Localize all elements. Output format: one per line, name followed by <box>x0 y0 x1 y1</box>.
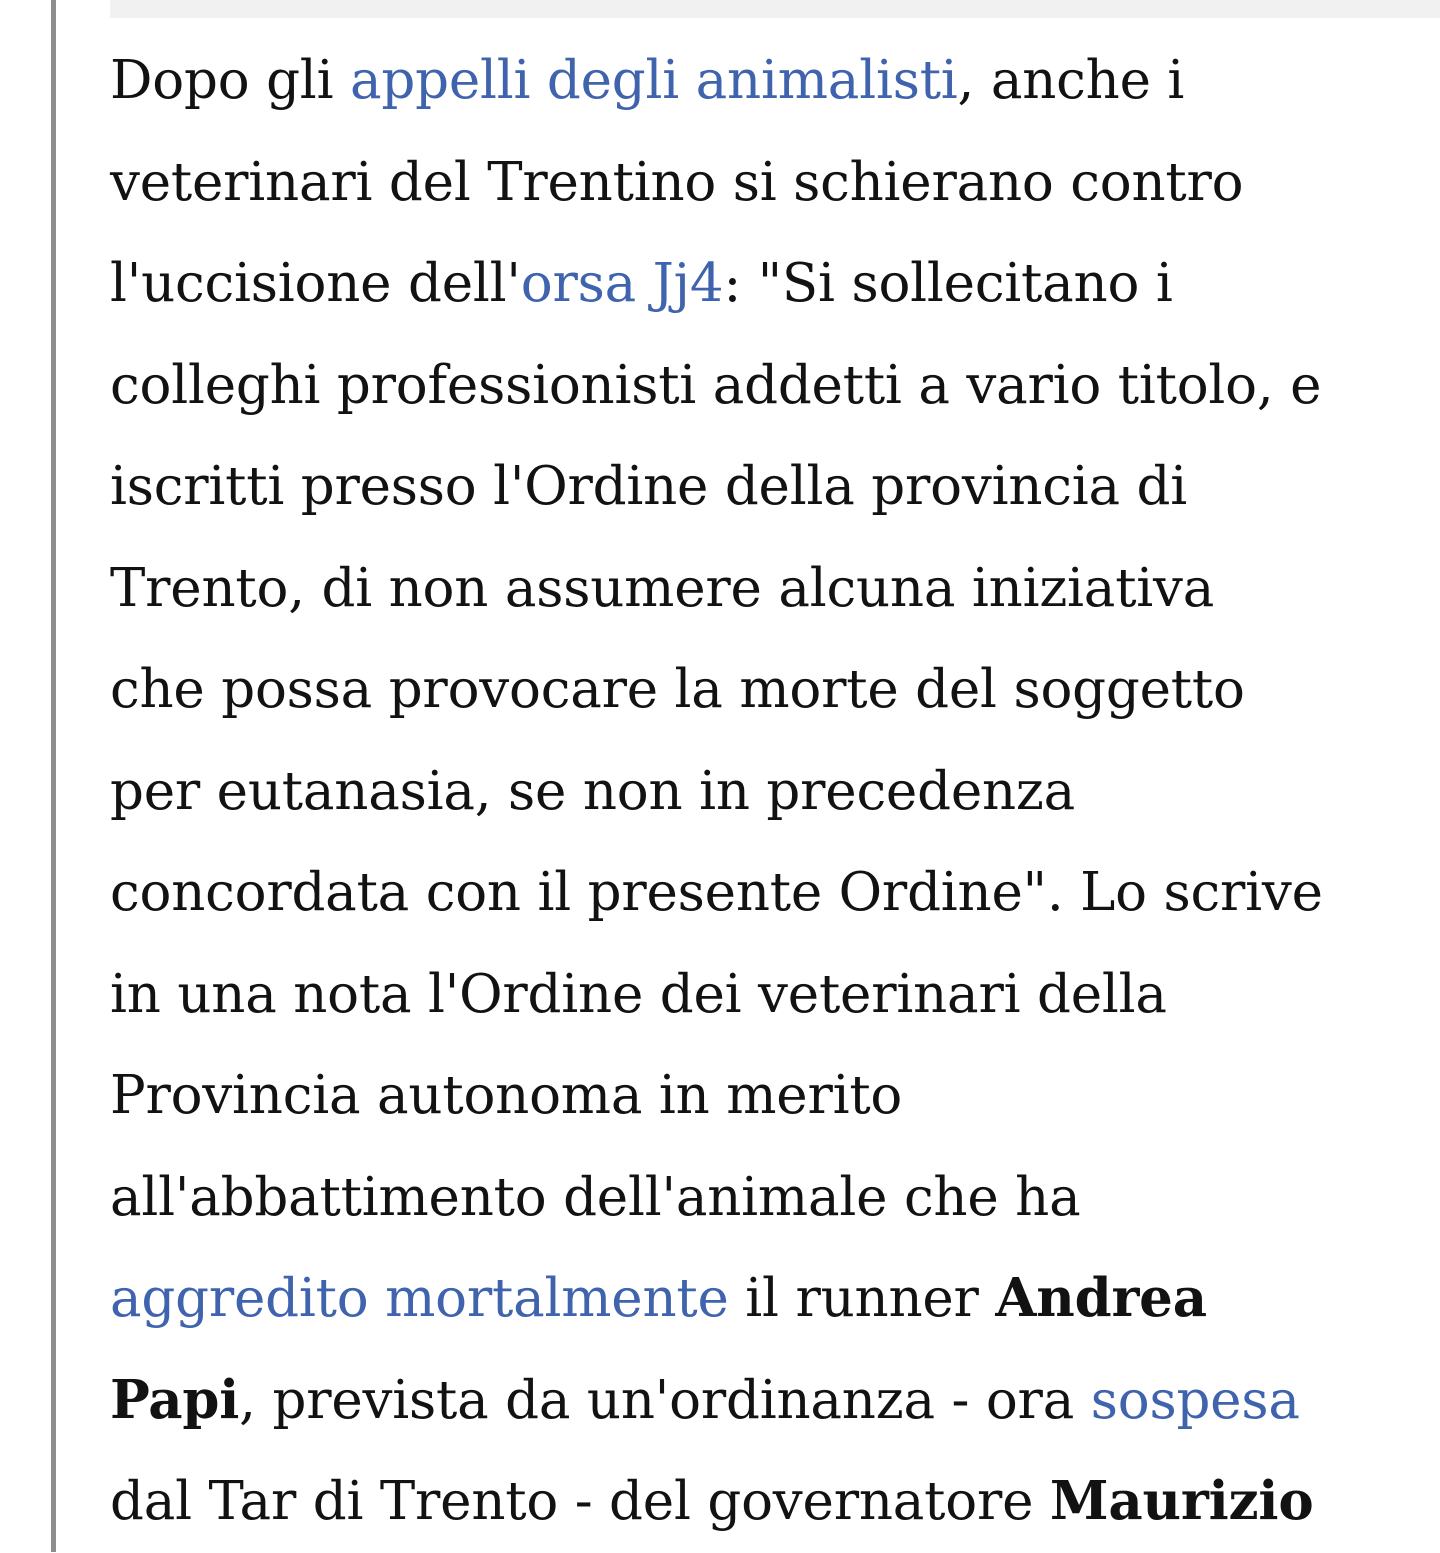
text-segment: in una nota l'Ordine dei veterinari della <box>110 963 1167 1025</box>
article-link[interactable]: sospesa <box>1090 1369 1300 1431</box>
paragraph-line <box>110 842 1400 944</box>
text-segment: all'abbattimento dell'animale che ha <box>110 1166 1081 1228</box>
paragraph-line <box>110 132 1400 234</box>
text-segment: colleghi professionisti addetti a vario titolo, e <box>110 354 1322 416</box>
article-link[interactable]: orsa Jj4 <box>520 253 724 314</box>
text-segment: , prevista da un'ordinanza - ora <box>239 1369 1091 1431</box>
paragraph-line <box>110 1147 1400 1249</box>
paragraph-line <box>110 944 1400 1046</box>
text-segment: Dopo gli <box>110 50 350 111</box>
paragraph-line <box>110 335 1400 437</box>
paragraph-line <box>110 741 1400 843</box>
bold-name: Andrea <box>995 1267 1207 1329</box>
paragraph-line <box>110 30 1400 132</box>
paragraph-line <box>110 538 1400 640</box>
paragraph-line <box>110 436 1400 538</box>
paragraph-line <box>110 1045 1400 1147</box>
text-segment: per eutanasia, se non in precedenza <box>110 760 1076 822</box>
text-segment: : "Si sollecitano i <box>723 253 1173 314</box>
paragraph-line <box>110 1350 1400 1452</box>
text-segment: veterinari del Trentino si schierano contro <box>110 151 1244 213</box>
left-border-rule <box>51 0 56 1552</box>
paragraph-line <box>110 639 1400 741</box>
bold-name: Papi <box>110 1368 240 1431</box>
article-link[interactable]: aggredito mortalmente <box>110 1268 729 1329</box>
paragraph-line <box>110 1248 1400 1350</box>
text-segment: il runner <box>728 1268 996 1329</box>
text-segment: dal Tar di Trento - del governatore <box>110 1471 1050 1532</box>
text-segment: concordata con il presente Ordine". Lo scrive <box>110 862 1323 923</box>
top-gray-band <box>110 0 1440 18</box>
text-segment: l'uccisione dell' <box>110 253 521 314</box>
text-segment: Trento, di non assumere alcuna iniziativa <box>110 557 1215 619</box>
paragraph-line <box>110 1451 1400 1553</box>
text-segment: , anche i <box>957 50 1185 111</box>
article-link[interactable]: appelli degli animalisti <box>349 50 958 111</box>
bold-name: Maurizio <box>1049 1470 1314 1532</box>
text-segment: iscritti presso l'Ordine della provincia di <box>110 456 1188 517</box>
paragraph-line <box>110 233 1400 335</box>
article-body <box>110 30 1400 1553</box>
text-segment: Provincia autonoma in merito <box>110 1065 903 1126</box>
text-segment: che possa provocare la morte del soggetto <box>110 659 1245 720</box>
